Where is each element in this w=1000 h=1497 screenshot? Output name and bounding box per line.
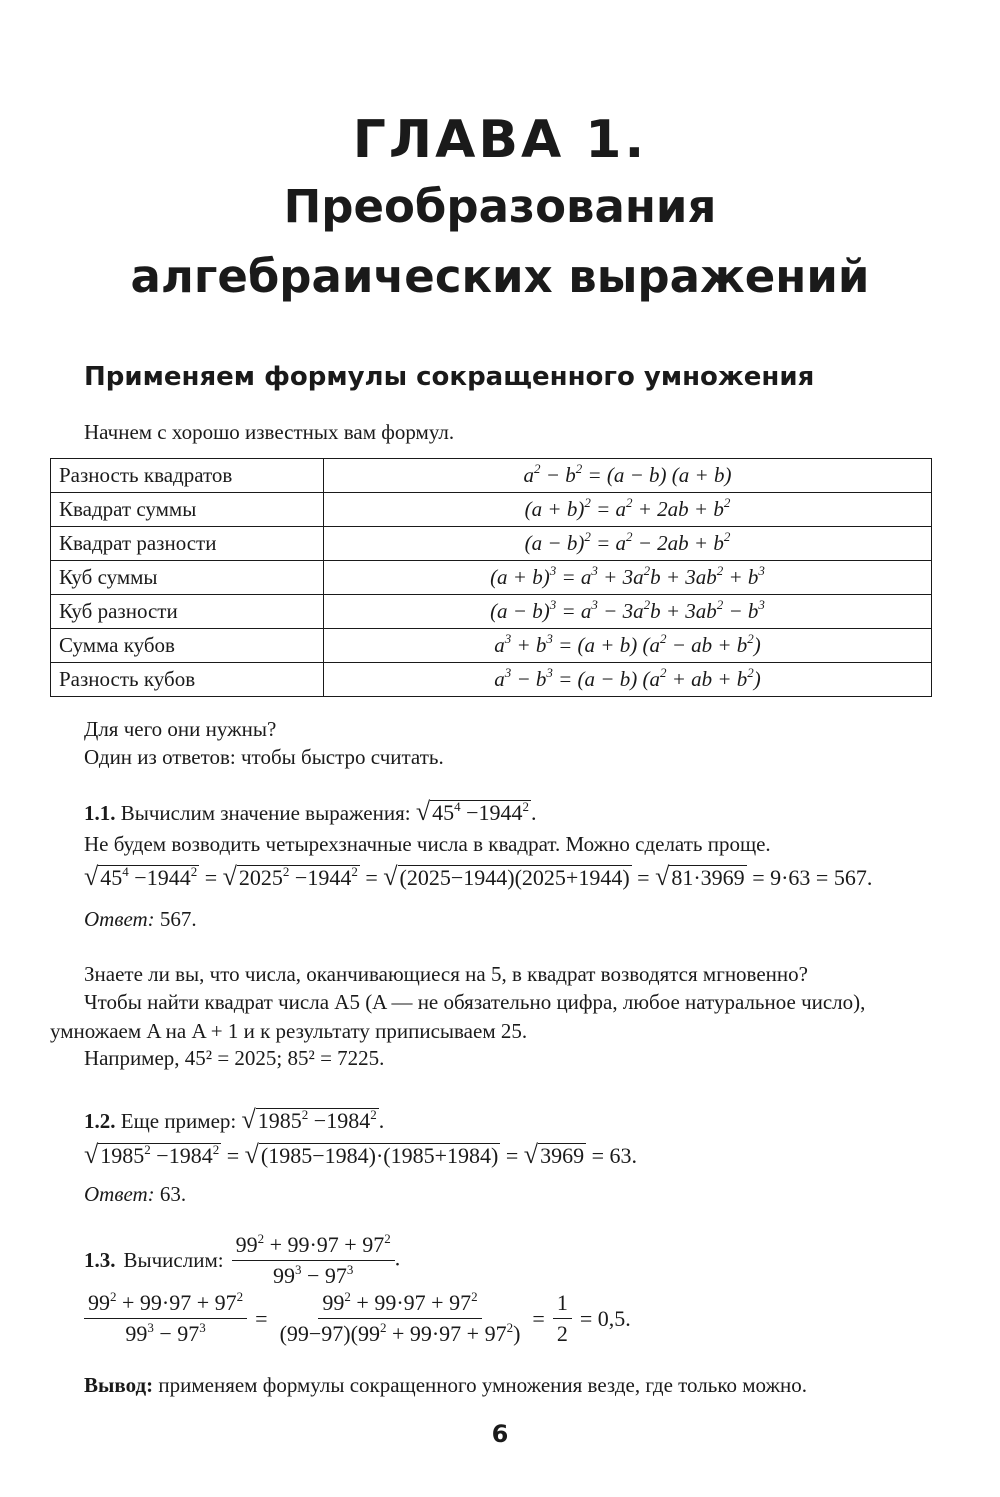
formula-name: Разность квадратов [51,459,324,493]
intro-text: Начнем с хорошо известных вам формул. [84,420,455,444]
formula-name: Квадрат разности [51,527,324,561]
why-question: Для чего они нужны? [84,717,277,741]
example-expression: $√45^4 -1944^2$. [415,797,537,826]
example-number: 1.2. [84,1109,116,1133]
chapter-title-line1: Преобразования [283,180,717,233]
table-row [51,663,932,697]
formula-expression: $(a - b)^2 = a^2 - 2ab + b^2$ [324,527,932,561]
formula-name: Квадрат суммы [51,493,324,527]
table-row [51,493,932,527]
formula-expression: $a^3 - b^3 = (a - b) (a^2$ + ab + $b^2$) [324,663,932,697]
example-number: 1.3. [84,1248,116,1272]
fact-example: Например, 45² = 2025; 85² = 7225. [84,1046,385,1070]
table-row [51,561,932,595]
example-number: 1.1. [84,801,116,825]
fact-line-3: умножаем A на A + 1 и к результату приписываем 25. [50,1019,528,1043]
why-answer: Один из ответов: чтобы быстро считать. [84,745,444,769]
example-prompt: Еще пример: [120,1109,237,1133]
formula-expression: $(a + b)^2 = a^2 + 2ab + b^2$ [324,493,932,527]
fact-line-2: Чтобы найти квадрат числа A5 (A — не обязательно цифра, любое натуральное число), [84,990,866,1014]
table-row [51,595,932,629]
example-answer [84,1182,186,1207]
example-expression: $\frac{99^2 + 99\cdot 97 + 97^2}{99^3 - 97^3}$ . [232,1232,401,1289]
conclusion-text: применяем формулы сокращенного умножения везде, где только можно. [158,1373,807,1397]
example-prompt: Вычислим значение выражения: [120,801,411,825]
page-number: 6 [491,1420,509,1448]
chapter-title-line2: алгебраических выражений [130,250,870,303]
formula-expression: $(a + b)^3 = a^3 + 3a^2b + 3ab^2 + b^3$ [324,561,932,595]
formula-name: Куб суммы [51,561,324,595]
answer-label: Ответ: [84,907,155,931]
chapter-number: ГЛАВА 1. [352,110,648,170]
answer-value: 63. [159,1182,187,1206]
answer-value: 567. [159,907,197,931]
example-answer [84,907,197,932]
conclusion [84,1373,807,1398]
fact-example-label: Например, [84,1046,180,1070]
example-solution: $√1985^2 -1984^2 = √(1985-1984)\cdot(1985+1984) = √3969 = 63$. [84,1140,637,1169]
formula-expression: $a^2 - b^2 = (a - b) (a + b)$ [324,459,932,493]
formula-expression: $a^3 + b^3 = (a + b) (a^2$ − ab + $b^2$) [324,629,932,663]
formula-expression: $(a - b)^3 = a^3 - 3a^2b + 3ab^2 - b^3$ [324,595,932,629]
example-solution: $√45^4 -1944^2 = √2025^2 -1944^2 = √(2025-1944)(2025+1944) = √81\cdot 3969 = 9\cdot 63 = 567$. [84,862,873,891]
example-1-1 [84,797,537,827]
example-1-3 [84,1232,400,1289]
table-row [51,629,932,663]
formula-name: Разность кубов [51,663,324,697]
conclusion-label: Вывод: [84,1373,154,1397]
example-expression: $√1985^2 -1984^2$. [241,1105,385,1134]
example-prompt: Вычислим: [123,1248,224,1272]
example-1-2 [84,1105,384,1135]
example-solution: $\frac{99^2 + 99\cdot 97 + 97^2}{99^3 - 97^3}$ = $\frac{99^2 + 99\cdot 97 + 97^2}{(99-97)(99^2 + 99\cdot 97 + 97^2)}$ = $\frac{1}{2}$ = 0,5. [84,1290,631,1347]
section-title: Применяем формулы сокращенного умножения [84,362,815,392]
example-note: Не будем возводить четырехзначные числа в квадрат. Можно сделать проще. [84,832,771,856]
formula-name: Куб разности [51,595,324,629]
answer-label: Ответ: [84,1182,155,1206]
table-row [51,527,932,561]
table-row [51,459,932,493]
formula-name: Сумма кубов [51,629,324,663]
formula-table [50,458,932,697]
fact-line-1: Знаете ли вы, что числа, оканчивающиеся на 5, в квадрат возводятся мгновенно? [84,962,808,986]
